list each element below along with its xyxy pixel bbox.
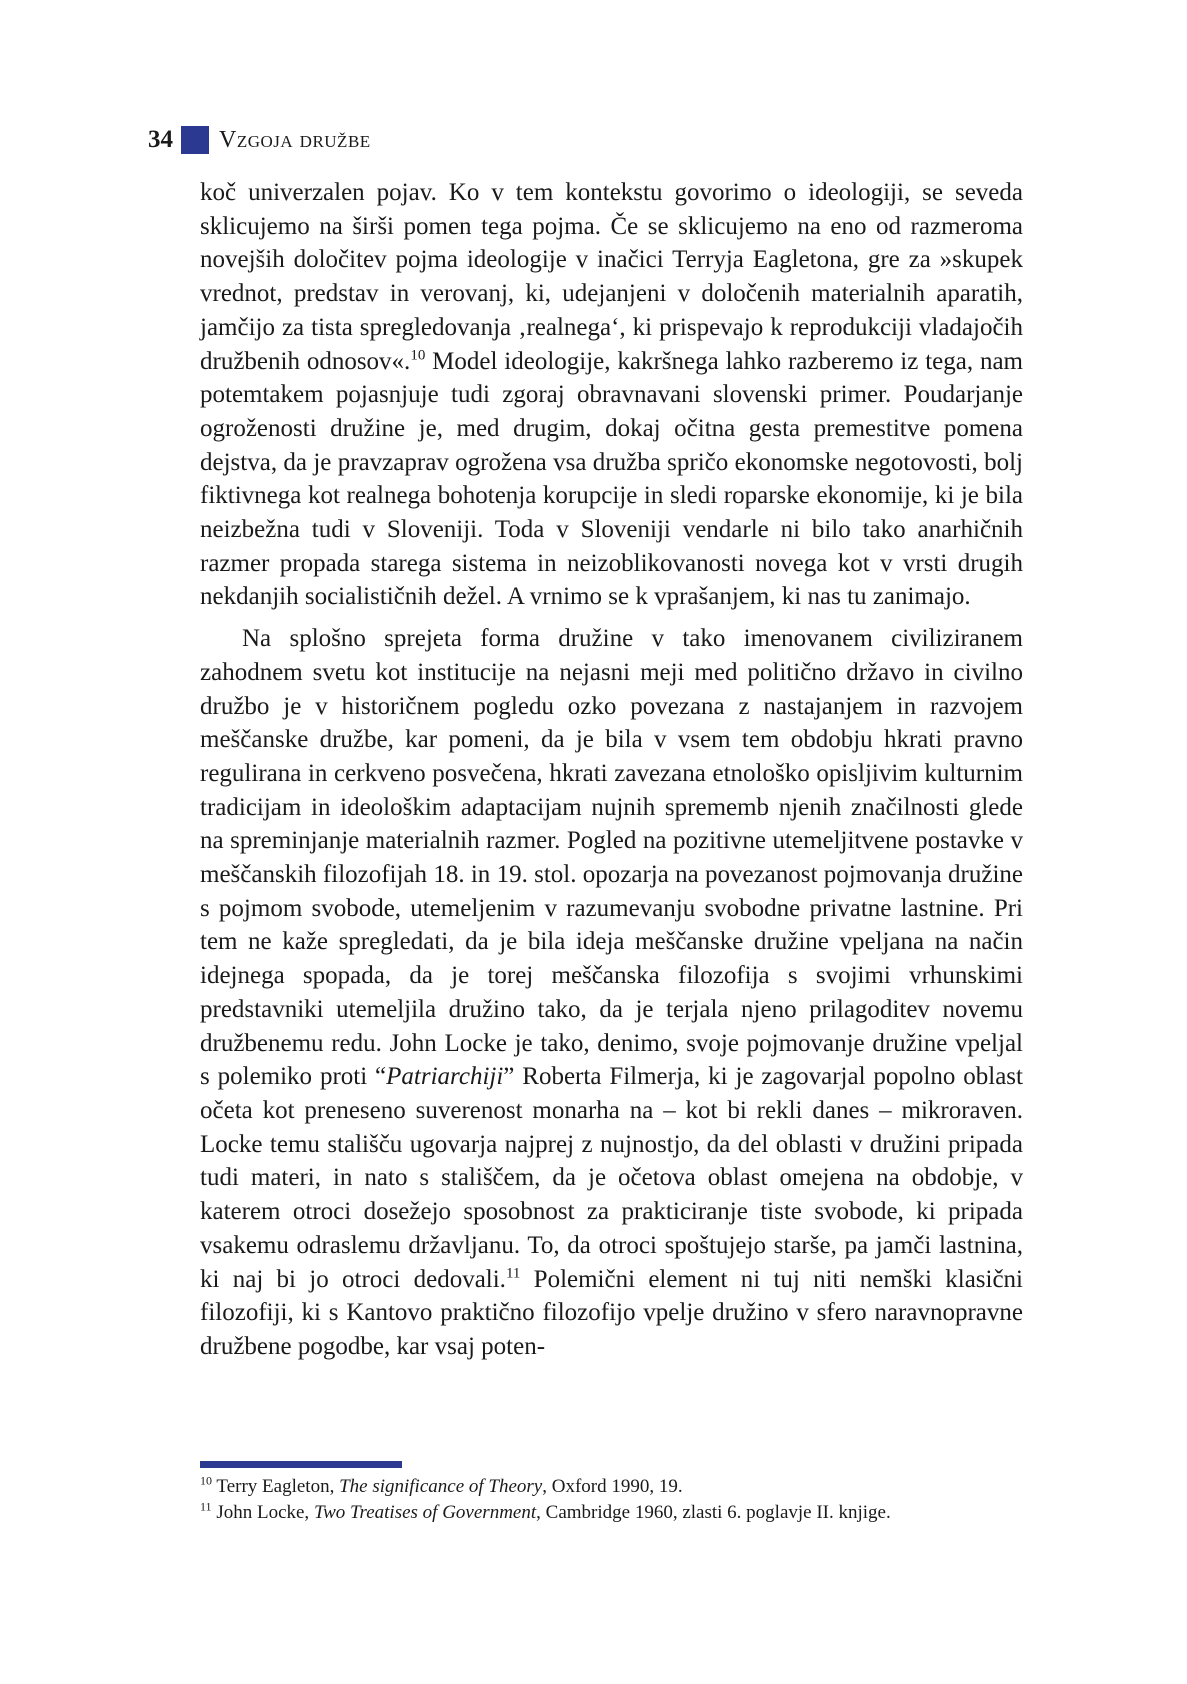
footnote-ref-10[interactable]: 10	[410, 347, 426, 364]
blue-square-marker	[181, 126, 209, 154]
footnote-ref-11[interactable]: 11	[505, 1265, 521, 1282]
page-number: 34	[148, 126, 173, 153]
running-title: Vzgoja družbe	[219, 127, 371, 153]
footnote-author: John Locke,	[216, 1502, 314, 1523]
body-text	[200, 176, 1023, 1364]
running-header	[148, 120, 371, 154]
paragraph-1	[200, 176, 1023, 614]
footnote-title: The significance of Theory	[339, 1476, 543, 1497]
book-title-patriarchiji: Patriarchiji	[386, 1063, 504, 1091]
paragraph-2-text-b: ” Roberta Filmerja, ki je zagovarjal popolno oblast očeta kot preneseno suverenost monarha na – kot bi rekli danes – mikroraven. Locke temu stališču ugovarja najprej z nujnostjo, da del oblasti v družini pripada tudi materi, in nato s stališčem, da je očetova oblast omejena na obdobje, v katerem otroci dosežejo sposobnost za prakticiranje tiste svobode, ki pripada vsakemu odraslemu državljanu. To, da otroci spoštujejo starše, pa jamči lastnina, ki naj bi jo otroci dedovali.	[200, 1063, 1023, 1293]
footnote-author: Terry Eagleton,	[216, 1476, 340, 1497]
footnote-11	[200, 1500, 1023, 1526]
footnote-details: , Cambridge 1960, zlasti 6. poglavje II. knjige.	[536, 1502, 891, 1523]
footnote-number: 11	[200, 1499, 212, 1514]
footnotes	[200, 1474, 1023, 1526]
paragraph-2-text-a: Na splošno sprejeta forma družine v tako imenovanem civiliziranem zahodnem svetu kot institucije na nejasni meji med politično državo in civilno družbo je v historičnem pogledu ozko povezana z nastajanjem in razvojem meščanske družbe, kar pomeni, da je bila v vsem tem obdobju hkrati pravno regulirana in cerkveno posvečena, hkrati zavezana etnološko opisljivim kulturnim tradicijam in ideološkim adaptacijam nujnih sprememb njenih značilnosti glede na spreminjanje materialnih razmer. Pogled na pozitivne utemeljitvene postavke v meščanskih filozofijah 18. in 19. stol. opozarja na povezanost pojmovanja družine s pojmom svobode, utemeljenim v razumevanju svobodne privatne lastnine. Pri tem ne kaže spregledati, da je bila ideja meščanske družine vpeljana na način idejnega spopada, da je torej meščanska filozofija s svojimi vrhunskimi predstavniki utemeljila družino tako, da je terjala njeno prilagoditev novemu družbenemu redu. John Locke je tako, denimo, svoje pojmovanje družine vpeljal s polemiko proti “	[200, 625, 1023, 1091]
paragraph-1-text-a: koč univerzalen pojav. Ko v tem kontekstu govorimo o ideologiji, se seveda sklicujemo na širši pomen tega pojma. Če se sklicujemo na eno od razmeroma novejših določitev pojma ideologije v inačici Terryja Eagletona, gre za »skupek vrednot, predstav in verovanj, ki, udejanjeni v določenih materialnih aparatih, jamčijo za tista spregledovanja ‚realnega‘, ki prispevajo k reprodukciji vladajočih družbenih odnosov«.	[200, 179, 1023, 375]
paragraph-1-text-b: Model ideologije, kakršnega lahko razberemo iz tega, nam potemtakem pojasnjuje tudi zgoraj obravnavani slovenski primer. Poudarjanje ogroženosti družine je, med drugim, dokaj očitna gesta premestitve pomena dejstva, da je pravzaprav ogrožena vsa družba spričo ekonomske negotovosti, bolj fiktivnega kot realnega bohotenja korupcije in sledi roparske ekonomije, ki je bila neizbežna tudi v Sloveniji. Toda v Sloveniji vendarle ni bilo tako anarhičnih razmer propada starega sistema in neizoblikovanosti novega kot v vrsti drugih nekdanjih socialističnih dežel. A vrnimo se k vprašanjem, ki nas tu zanimajo.	[200, 347, 1023, 611]
footnote-details: , Oxford 1990, 19.	[542, 1476, 683, 1497]
footnote-title: Two Treatises of Government	[313, 1502, 537, 1523]
footnote-divider	[200, 1461, 402, 1468]
paragraph-2-text-c: Polemični element ni tuj niti nemški klasični filozofiji, ki s Kantovo praktično filozofijo vpelje družino v sfero naravnopravne družbene pogodbe, kar vsaj poten-	[200, 1265, 1024, 1360]
footnote-number: 10	[200, 1473, 212, 1488]
footnote-10	[200, 1474, 1023, 1500]
paragraph-2	[200, 622, 1023, 1363]
